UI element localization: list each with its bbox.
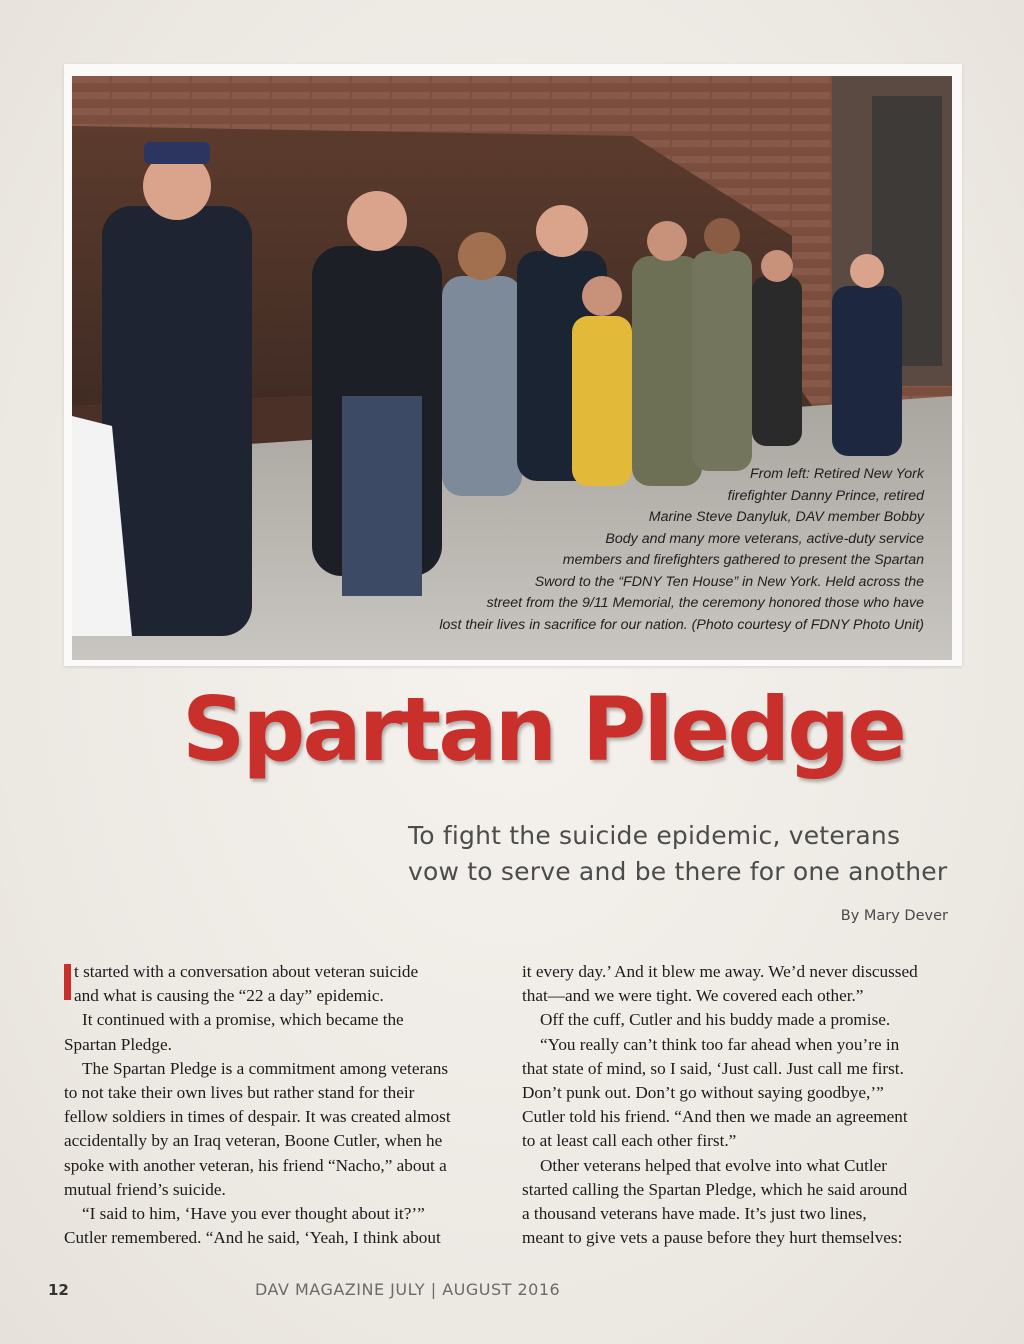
body-line: accidentally by an Iraq veteran, Boone Cutler, when he	[64, 1131, 443, 1151]
page-number: 12	[48, 1281, 69, 1299]
body-line: and what is causing the “22 a day” epidemic.	[74, 986, 384, 1006]
body-line: that state of mind, so I said, ‘Just call. Just call me first.	[522, 1058, 904, 1078]
caption-line: street from the 9/11 Memorial, the ceremony honored those who have	[486, 595, 924, 611]
body-column-right	[522, 960, 962, 1250]
body-line: fellow soldiers in times of despair. It was created almost	[64, 1107, 451, 1127]
caption-line: Body and many more veterans, active-duty service	[605, 530, 924, 547]
body-line: “You really can’t think too far ahead when you’re in	[540, 1034, 900, 1054]
body-line: Off the cuff, Cutler and his buddy made a promise.	[540, 1010, 891, 1030]
deck-line: vow to serve and be there for one another	[408, 857, 948, 886]
body-line: spoke with another veteran, his friend “Nacho,” about a	[64, 1155, 447, 1175]
body-line: Cutler remembered. “And he said, ‘Yeah, I think about	[64, 1228, 441, 1248]
caption-line: Marine Steve Danyluk, DAV member Bobby	[648, 509, 924, 525]
caption-line: members and firefighters gathered to present the Spartan	[562, 552, 924, 568]
opening-lines	[64, 960, 504, 1008]
body-line: Spartan Pledge.	[64, 1034, 172, 1054]
ceremony-photo	[72, 76, 952, 660]
body-line: t started with a conversation about veteran suicide	[74, 962, 419, 981]
footer-magazine-issue: DAV MAGAZINE JULY | AUGUST 2016	[255, 1280, 561, 1299]
body-line: started calling the Spartan Pledge, which he said around	[522, 1179, 908, 1199]
caption-line: lost their lives in sacrifice for our nation. (Photo courtesy of FDNY Photo Unit)	[439, 616, 924, 633]
body-line: it every day.’ And it blew me away. We’d never discussed	[522, 962, 918, 981]
body-line: Other veterans helped that evolve into what Cutler	[540, 1155, 887, 1175]
body-line: “I said to him, ‘Have you ever thought about it?’”	[82, 1204, 425, 1224]
body-line: to not take their own lives but rather stand for their	[64, 1083, 415, 1103]
article-headline: Spartan Pledge	[182, 678, 904, 781]
article-byline: By Mary Dever	[840, 908, 948, 924]
body-line: mutual friend’s suicide.	[64, 1179, 226, 1199]
body-line: to at least call each other first.”	[522, 1131, 737, 1151]
body-line: Cutler told his friend. “And then we made an agreement	[522, 1107, 908, 1127]
body-column-left	[64, 960, 504, 1250]
deck-line: To fight the suicide epidemic, veterans	[408, 821, 901, 850]
body-line: Don’t punk out. Don’t go without saying goodbye,’”	[522, 1083, 884, 1103]
article-deck	[408, 818, 988, 890]
photo-caption	[364, 464, 924, 636]
caption-line: firefighter Danny Prince, retired	[727, 487, 924, 504]
body-line: It continued with a promise, which became the	[82, 1010, 404, 1030]
caption-line: From left: Retired New York	[750, 466, 924, 482]
caption-line: Sword to the “FDNY Ten House” in New York. Held across the	[534, 573, 924, 590]
body-line: that—and we were tight. We covered each other.”	[522, 986, 864, 1006]
body-line: meant to give vets a pause before they hurt themselves:	[522, 1228, 903, 1248]
body-line: a thousand veterans have made. It’s just two lines,	[522, 1204, 867, 1224]
body-line: The Spartan Pledge is a commitment among veterans	[82, 1058, 449, 1078]
